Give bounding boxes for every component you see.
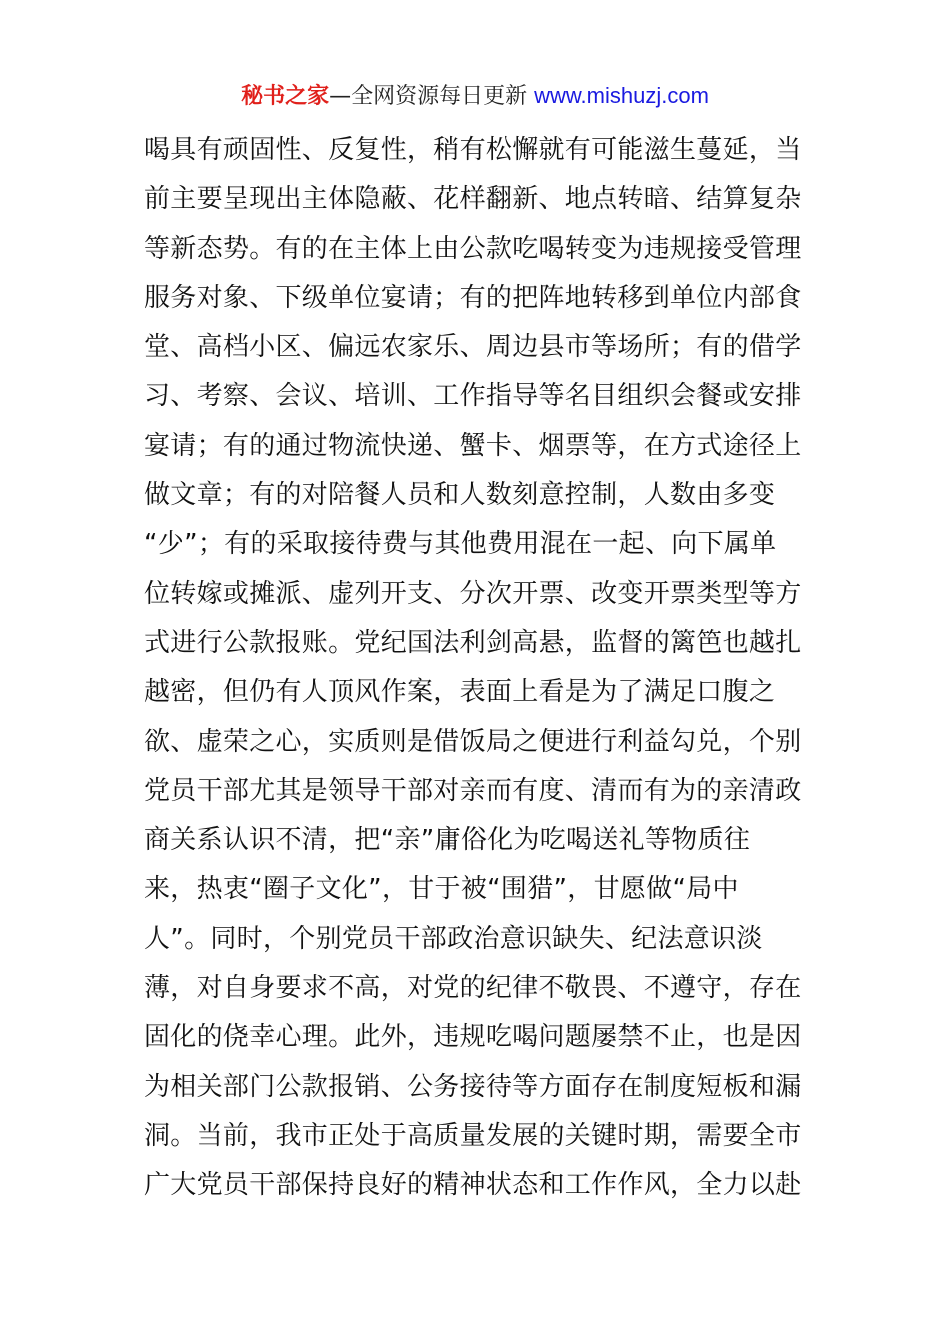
header-brand: 秘书之家 [241,84,330,109]
body-line: 习、考察、会议、培训、工作指导等名目组织会餐或安排 [144,381,802,412]
page-header [0,80,950,113]
body-line: 喝具有顽固性、反复性，稍有松懈就有可能滋生蔓延，当 [144,135,802,165]
body-line: 固化的侥幸心理。此外，违规吃喝问题屡禁不止，也是因 [144,1022,802,1053]
body-line: 式进行公款报账。党纪国法利剑高悬，监督的篱笆也越扎 [144,627,802,658]
body-line: 越密，但仍有人顶风作案，表面上看是为了满足口腹之 [144,677,776,708]
body-line: 党员干部尤其是领导干部对亲而有度、清而有为的亲清政 [144,775,802,806]
body-line: 来，热衷“圈子文化”，甘于被“围猎”，甘愿做“局中 [144,874,739,905]
body-line: 人”。同时，个别党员干部政治意识缺失、纪法意识淡 [144,923,763,954]
body-line: 薄，对自身要求不高，对党的纪律不敬畏、不遵守，存在 [144,973,802,1004]
header-tagline: —全网资源每日更新 [329,84,528,109]
header-url-link[interactable]: www.mishuzj.com [534,83,709,108]
body-line: 服务对象、下级单位宴请；有的把阵地转移到单位内部食 [144,282,802,313]
body-line: 欲、虚荣之心，实质则是借饭局之便进行利益勾兑，个别 [144,726,802,757]
body-paragraph [144,126,814,1211]
body-line: 做文章；有的对陪餐人员和人数刻意控制，人数由多变 [144,480,776,511]
body-line: 位转嫁或摊派、虚列开支、分次开票、改变开票类型等方 [144,578,802,609]
body-line: 广大党员干部保持良好的精神状态和工作作风，全力以赴 [144,1170,802,1201]
body-line: “少”；有的采取接待费与其他费用混在一起、向下属单 [144,529,777,560]
body-line: 洞。当前，我市正处于高质量发展的关键时期，需要全市 [144,1120,802,1151]
body-line: 等新态势。有的在主体上由公款吃喝转变为违规接受管理 [144,233,802,264]
body-line: 堂、高档小区、偏远农家乐、周边县市等场所；有的借学 [144,332,802,363]
body-line: 为相关部门公款报销、公务接待等方面存在制度短板和漏 [144,1071,802,1102]
body-line: 商关系认识不清，把“亲”庸俗化为吃喝送礼等物质往 [144,825,751,856]
body-line: 前主要呈现出主体隐蔽、花样翻新、地点转暗、结算复杂 [144,184,802,215]
body-line: 宴请；有的通过物流快递、蟹卡、烟票等，在方式途径上 [144,430,802,461]
